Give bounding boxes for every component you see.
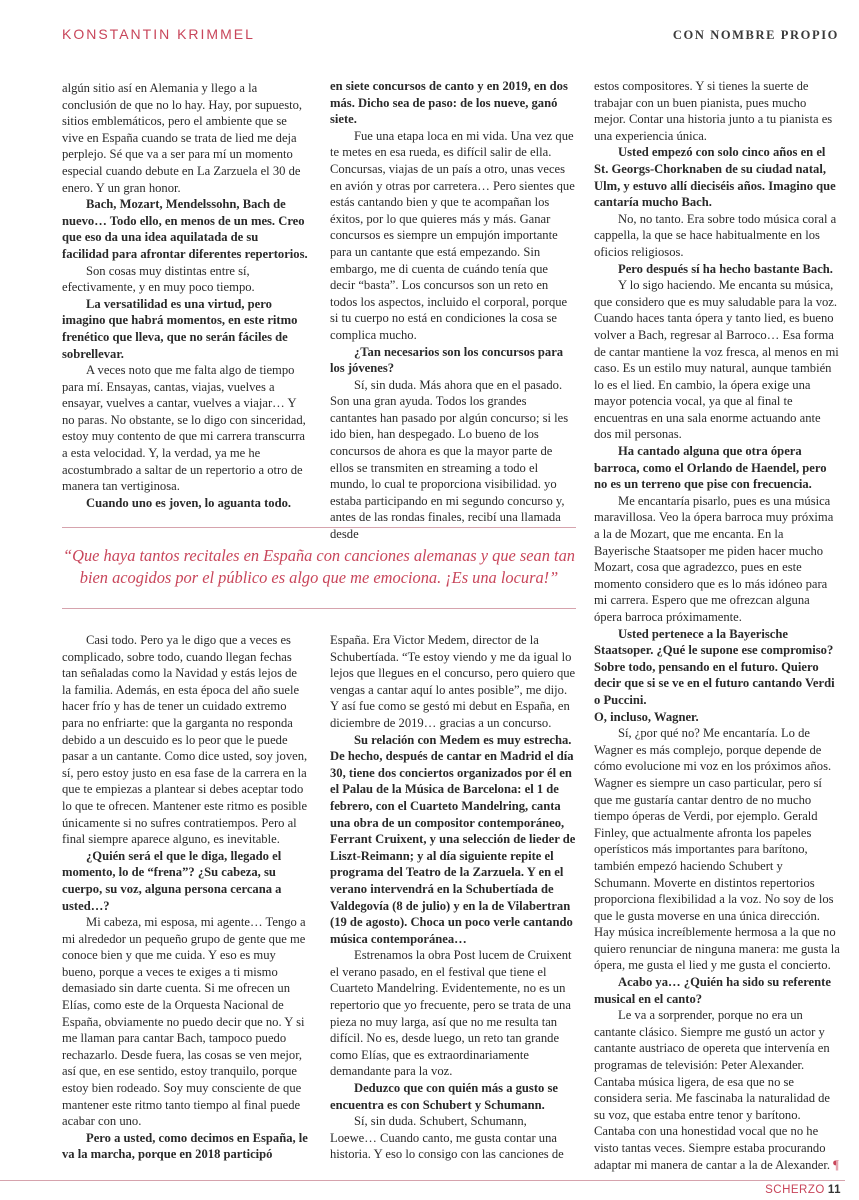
interview-question: Pero a usted, como decimos en España, le va la marcha, porque en 2018 participó: [62, 1130, 308, 1162]
interview-answer: Fue una etapa loca en mi vida. Una vez que te metes en esa rueda, es difícil salir de ella. Concursas, viajas de un país a otro, unas veces en avión y otras por carretera… Pero sientes que estás cantando bien y que te acompañan los éxitos, por lo que quieres más y más. Ganar concursos es siempre un empujón importante para un cantante que está empezando. Sin embargo, me di cuenta de cuándo tenía que decir “basta”. Los concursos son un reto en todos los aspectos, incluido el corporal, porque si tu cuerpo no está en condiciones la cosa se complica mucho.: [330, 128, 575, 342]
interview-answer: A veces noto que me falta algo de tiempo para mí. Ensayas, cantas, viajas, vuelves a ensayar, vuelves a cantar, vuelves a viajar… Y no paras. No obstante, se lo digo con sinceridad, estoy muy contento de que mi carrera transcurra a esta velocidad. Y, la verdad, ya me he acostumbrado a saltar de un repertorio a otro de manera tan vertiginosa.: [62, 363, 306, 494]
interview-answer: estos compositores. Y si tienes la suerte de trabajar con un buen pianista, pues mucho mejor. Contar una historia junto a tu pianista es una experiencia única.: [594, 79, 833, 143]
column-right: [594, 78, 840, 1173]
interview-answer: No, no tanto. Era sobre todo música coral a cappella, la que se hace habitualmente en los oficios religiosos.: [594, 211, 837, 259]
interview-answer: Sí, sin duda. Schubert, Schumann, Loewe… Cuando canto, me gusta contar una historia. Y eso lo consigo con las canciones de: [330, 1114, 564, 1162]
interview-question: Deduzco que con quién más a gusto se encuentra es con Schubert y Schumann.: [330, 1081, 558, 1112]
interview-answer: Y lo sigo haciendo. Me encanta su música, que considero que es muy saludable para la voz. Cuando haces tanta ópera y tanto lied, es bueno volver a Bach, regresar al Barroco… Esa forma de cantar mantiene la voz fresca, al menos en mi caso. Es un estilo muy natural, aunque también lo es el lied. En cambio, la ópera exige una mayor potencia vocal, ya que al final te encuentras en una sala enorme actuando ante dos mil personas.: [594, 278, 839, 442]
column-bottom-middle: [330, 632, 576, 1163]
interview-question: Bach, Mozart, Mendelssohn, Bach de nuevo… Todo ello, en menos de un mes. Creo que eso da una idea aquilatada de su facilidad para afrontar diferentes repertorios.: [62, 197, 308, 261]
interview-question: Su relación con Medem es muy estrecha. De hecho, después de cantar en Madrid el día 30, tiene dos conciertos organizados por él en el Palau de la Música de Barcelona: el 1 de febrero, con el Cuarteto Mandelring, canta una obra de un compositor contemporáneo, Ferrant Cruixent, y una selección de lieder de Liszt-Reimann; y al día siguiente repite el programa del Teatro de la Zarzuela. Y en el verano intervendrá en la Schubertíada de Valdegovía (8 de julio) y en la de Vilabertran (19 de agosto). Choca un poco verle cantando música contemporánea…: [330, 732, 576, 946]
pull-quote-rule-top: [62, 527, 576, 528]
interview-answer: Estrenamos la obra Post lucem de Cruixent el verano pasado, en el festival que tiene el Cuarteto Mandelring. Evidentemente, no es un repertorio que yo frecuente, pero se trata de una pieza no muy larga, así que no me resulta tan difícil. No es, desde luego, un reto tan grande como Elías, que es extraordinariamente demandante para la voz.: [330, 948, 572, 1079]
interview-question: Usted empezó con solo cinco años en el St. Georgs-Chorknaben de su ciudad natal, Ulm, y estuvo allí dieciséis años. Imagino que cantaría mucho Bach.: [594, 145, 836, 210]
interview-answer: Le va a sorprender, porque no era un cantante clásico. Siempre me gustó un actor y cantante austriaco de opereta que intervenía en programas de televisión: Peter Alexander. Cantaba música ligera, de esa que no se considera seria. Me fascinaba la naturalidad de su voz, que estaba entre tenor y barítono. Cantaba con una honestidad vocal que no he visto tantas veces. Siempre estaba procurando adaptar mi manera de cantar a la de Alexander. ¶: [594, 1008, 839, 1172]
interview-answer: Me encantaría pisarlo, pues es una música maravillosa. Veo la ópera barroca muy próxima a la de Mozart, que me encanta. En la Bayerische Staatsoper me piden hacer mucho Mozart, cosa que agradezco, pues en este momento considero que es lo más idóneo para mi carrera. Espero que me ofrezcan alguna ópera barroca próximamente.: [594, 493, 834, 624]
interview-answer: Sí, ¿por qué no? Me encantaría. Lo de Wagner es más complejo, porque depende de cómo evolucione mi voz en los próximos años. Wagner es siempre un caso particular, pero sí que me gustaría cantar dentro de no mucho tiempo óperas de Verdi, por ejemplo. Gerald Finley, que actualmente afronta los papeles operísticos más importantes para barítono, también empezó haciendo Schubert y Schumann. Moverte en distintos repertorios proporciona flexibilidad a la voz. No soy de los que le gusta moverse en una única dirección. Hay música increíblemente hermosa a la que no quiero renunciar de ninguna manera: me gusta la ópera, me gusta el lied y me gusta el concierto.: [594, 726, 840, 973]
interview-question: ¿Tan necesarios son los concursos para los jóvenes?: [330, 344, 564, 376]
column-top-middle: [330, 78, 576, 543]
interview-answer: algún sitio así en Alemania y llego a la conclusión de que no lo hay. Hay, por supuesto, sitios emblemáticos, pero el ambiente que se vive en España cuando se trata de lied me deja perplejo. Sé que va a ser para mí un momento especial cuando debute en La Zarzuela el 30 de enero. Y un gran honor.: [62, 81, 303, 195]
header-author-name: KONSTANTIN KRIMMEL: [62, 26, 255, 42]
interview-question: Pero después sí ha hecho bastante Bach.: [618, 261, 833, 276]
interview-question: ¿Quién será el que le diga, llegado el momento, lo de “frena”? ¿Su cabeza, su cuerpo, su voz, alguna persona cercana a usted…?: [62, 848, 282, 913]
interview-question: Usted pertenece a la Bayerische Staatsoper. ¿Qué le supone ese compromiso? Sobre todo, pensando en el futuro. Quiero decir que si se ve en el futuro cantando Verdi o Puccini.: [594, 626, 835, 707]
interview-answer: Casi todo. Pero ya le digo que a veces es complicado, sobre todo, cuando llegan fechas tan señaladas como la Navidad y estás lejos de la familia. Además, en esta época del año suele hacer frío y has de tener un cuidado extremo para no enfriarte: que la garganta no responda debido a un descuido es lo peor que le puede pasar a un cantante. Como dice usted, soy joven, sí, pero estoy justo en esa fase de la carrera en la que te empiezas a plantear si debes aceptar todo lo que te ofrecen. Mantener este ritmo es posible únicamente si no sufres contratiempos. Pero al final siempre aparece alguno, es inevitable.: [62, 633, 308, 847]
column-top-left: [62, 80, 308, 511]
interview-question: Acabo ya… ¿Quién ha sido su referente musical en el canto?: [594, 975, 831, 1006]
pull-quote-rule-bottom: [62, 608, 576, 609]
end-of-article-mark: ¶: [830, 1157, 839, 1172]
interview-question: Ha cantado alguna que otra ópera barroca, como el Orlando de Haendel, pero no es un terreno que pise con frecuencia.: [594, 444, 827, 492]
interview-question: La versatilidad es una virtud, pero imagino que habrá momentos, en este ritmo frenético que lleva, que no serán fáciles de sobrellevar.: [62, 296, 298, 361]
column-bottom-left: [62, 632, 308, 1163]
interview-answer: Mi cabeza, mi esposa, mi agente… Tengo a mi alrededor un pequeño grupo de gente que me conoce bien y que me cuida. Y eso es muy bueno, porque a veces te exiges a ti mismo demasiado sin darte cuenta. Si me ofrecen un Elías, como este de la Orquesta Nacional de España, obviamente no puedo decir que no. Y si me llaman para cantar Bach, tampoco puedo rechazarlo. Desde fuera, las cosas se ven mejor, así que, en ese sentido, estoy tranquilo, porque estoy bien rodeado. Soy muy consciente de que mantener este ritmo tanto tiempo al final puede acabar con uno.: [62, 915, 306, 1129]
interview-answer: España. Era Victor Medem, director de la Schubertíada. “Te estoy viendo y me da igual lo lejos que llegues en el concurso, pero quiero que vengas a cantar aquí lo antes posible”, me dijo. Y así fue como se gestó mi debut en España, en diciembre de 2019… gracias a un concurso.: [330, 633, 576, 730]
page-number: 11: [827, 1184, 841, 1196]
header-section-title: CON NOMBRE PROPIO: [672, 28, 839, 42]
interview-question: Cuando uno es joven, lo aguanta todo.: [86, 495, 292, 510]
interview-answer: Sí, sin duda. Más ahora que en el pasado. Son una gran ayuda. Todos los grandes cantantes han pasado por algún concurso; si les ido bien, han despegado. Lo bueno de los concursos de ahora es que la mayor parte de ellos se transmiten en streaming a todo el mundo, lo cual te proporciona visibilidad. yo estaba participando en mi segundo concurso y, antes de las rondas finales, recibí una llamada desde: [330, 377, 569, 542]
footer: [765, 1184, 841, 1196]
interview-answer: Son cosas muy distintas entre sí, efectivamente, y en muy poco tiempo.: [62, 263, 255, 295]
footer-rule: [0, 1180, 845, 1181]
footer-magazine-name: SCHERZO: [765, 1184, 825, 1196]
interview-question: en siete concursos de canto y en 2019, en dos más. Dicho sea de paso: de los nueve, ganó siete.: [330, 79, 568, 127]
pull-quote: “Que haya tantos recitales en España con canciones alemanas y que sean tan bien acogidos por el público es algo que me emociona. ¡Es una locura!”: [63, 546, 575, 587]
interview-question: O, incluso, Wagner.: [594, 709, 699, 724]
